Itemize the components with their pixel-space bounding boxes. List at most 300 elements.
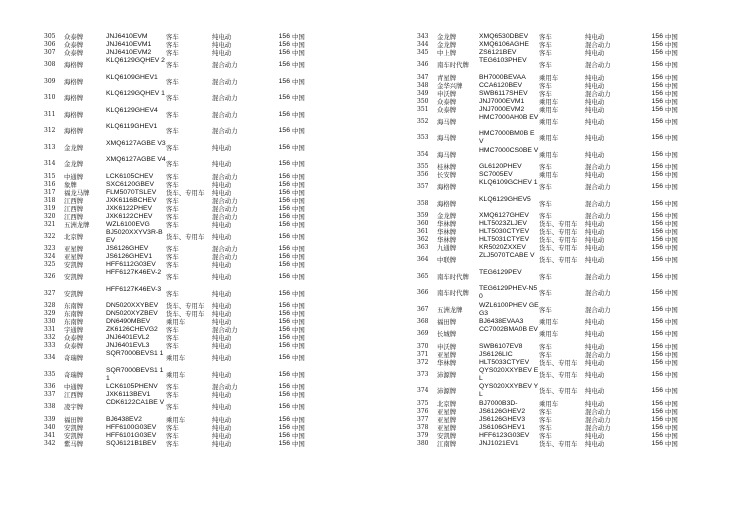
row-number: 319 <box>44 204 56 212</box>
country-cell: 中国 <box>665 358 678 367</box>
vehicle-type-cell: 客车 <box>166 391 179 399</box>
country-cell: 中国 <box>292 342 305 350</box>
row-number: 349 <box>417 89 429 97</box>
brand-cell: 奇瑞牌 <box>64 354 84 362</box>
code-cell: 156 <box>651 407 663 415</box>
brand-cell: 海马牌 <box>437 150 457 159</box>
code-cell: 156 <box>278 143 290 151</box>
brand-cell: 中通牌 <box>64 172 84 181</box>
row-number: 317 <box>44 188 56 196</box>
vehicle-type-cell: 客车 <box>539 163 552 171</box>
power-type-cell: 纯电动 <box>212 302 232 310</box>
code-cell: 156 <box>651 236 663 243</box>
code-cell: 156 <box>651 49 663 56</box>
country-cell: 中国 <box>665 318 678 326</box>
power-type-cell: 纯电动 <box>585 342 605 351</box>
code-cell: 156 <box>278 310 290 317</box>
brand-cell: 中通牌 <box>64 383 84 391</box>
row-number: 367 <box>417 305 429 313</box>
code-cell: 156 <box>651 163 663 170</box>
country-cell: 中国 <box>665 272 678 281</box>
table-row <box>44 432 374 440</box>
table-row <box>417 244 747 252</box>
code-cell: 156 <box>651 399 663 407</box>
vehicle-type-cell: 客车 <box>539 431 552 440</box>
row-number: 357 <box>417 183 429 190</box>
table-row <box>417 106 747 114</box>
row-number: 311 <box>44 110 56 118</box>
country-cell: 中国 <box>292 403 305 411</box>
power-type-cell: 纯电动 <box>585 431 605 440</box>
table-row <box>417 147 747 164</box>
power-type-cell: 混合动力 <box>585 407 611 416</box>
country-cell: 中国 <box>292 391 305 399</box>
power-type-cell: 纯电动 <box>585 49 605 57</box>
row-number: 352 <box>417 117 429 125</box>
vehicle-type-cell: 客车 <box>166 61 179 69</box>
brand-cell: 江西牌 <box>64 196 84 205</box>
brand-cell: 南车时代牌 <box>437 289 469 297</box>
table-row <box>417 220 747 228</box>
power-type-cell: 混合动力 <box>585 199 611 208</box>
vehicle-type-cell: 客车 <box>166 439 179 448</box>
vehicle-type-cell: 客车 <box>166 334 179 342</box>
row-number: 335 <box>44 370 56 378</box>
model-cell: SQR7000BEVS1 11 <box>106 366 164 382</box>
code-cell: 156 <box>651 220 663 227</box>
vehicle-type-cell: 客车 <box>166 172 179 181</box>
country-cell: 中国 <box>292 245 305 253</box>
brand-cell: 安凯牌 <box>437 431 457 440</box>
brand-cell: 安凯牌 <box>64 423 84 432</box>
country-cell: 中国 <box>665 134 678 142</box>
table-row <box>417 367 747 384</box>
code-cell: 156 <box>278 33 290 40</box>
power-type-cell: 混合动力 <box>585 272 611 281</box>
row-number: 372 <box>417 358 429 366</box>
model-cell: KLQ6109GCHEV 1 <box>479 179 538 186</box>
country-cell: 中国 <box>292 196 305 205</box>
vehicle-type-cell: 乘用车 <box>539 330 559 338</box>
code-cell: 156 <box>651 134 663 141</box>
table-row <box>417 400 747 408</box>
row-number: 359 <box>417 212 429 219</box>
table-row <box>44 269 374 286</box>
table-row <box>417 130 747 147</box>
power-type-cell: 混合动力 <box>212 204 238 213</box>
row-number: 323 <box>44 245 56 252</box>
code-cell: 156 <box>651 330 663 337</box>
row-number: 377 <box>417 415 429 423</box>
country-cell: 中国 <box>292 289 305 298</box>
country-cell: 中国 <box>292 94 305 102</box>
code-cell: 156 <box>651 105 663 113</box>
row-number: 368 <box>417 318 429 325</box>
code-cell: 156 <box>651 431 663 439</box>
power-type-cell: 纯电动 <box>212 33 232 41</box>
table-row <box>417 326 747 343</box>
row-number: 348 <box>417 81 429 89</box>
model-cell: KLQ6119GHEV1 <box>106 123 158 130</box>
model-cell: CC7002BMA0B EV <box>479 326 538 333</box>
country-cell: 中国 <box>665 256 678 264</box>
model-cell: WZL6100PHEV GEG3 <box>479 301 539 317</box>
country-cell: 中国 <box>665 61 678 69</box>
country-cell: 中国 <box>665 183 678 191</box>
code-cell: 156 <box>278 273 290 280</box>
model-cell: ZK6126CHEVG2 <box>106 326 158 333</box>
country-cell: 中国 <box>292 127 305 135</box>
model-cell: SWB6117SHEV <box>479 89 528 97</box>
brand-cell: 海马牌 <box>437 134 457 142</box>
brand-cell: 申沃牌 <box>437 342 457 351</box>
code-cell: 156 <box>278 354 290 361</box>
brand-cell: 安凯牌 <box>64 261 84 269</box>
code-cell: 156 <box>278 127 290 134</box>
vehicle-type-cell: 客车 <box>539 407 552 416</box>
country-cell: 中国 <box>292 370 305 379</box>
code-cell: 156 <box>278 61 290 68</box>
row-number: 364 <box>417 256 429 263</box>
model-cell: XMQ6127AGBE V3 <box>106 139 166 147</box>
model-cell: LCK6105CHEV <box>106 172 154 180</box>
table-row <box>44 342 374 350</box>
power-type-cell: 混合动力 <box>585 61 611 69</box>
vehicle-type-cell: 客车 <box>539 81 552 90</box>
brand-cell: 众泰牌 <box>64 334 84 342</box>
model-cell: WZL6100EVG <box>106 220 150 228</box>
table-row <box>44 391 374 399</box>
model-cell: KLQ6109GHEV1 <box>106 73 158 81</box>
table-row <box>417 351 747 359</box>
model-cell: BJ5020XXYV3R-BEV <box>106 228 163 244</box>
brand-cell: 金华兴牌 <box>437 81 463 90</box>
power-type-cell: 纯电动 <box>585 33 605 41</box>
country-cell: 中国 <box>292 423 305 432</box>
code-cell: 156 <box>651 150 663 158</box>
row-number: 336 <box>44 383 56 390</box>
model-cell: KLQ6129GQHEV 2 <box>106 57 165 64</box>
country-cell: 中国 <box>292 204 305 213</box>
country-cell: 中国 <box>665 289 678 297</box>
power-type-cell: 纯电动 <box>585 236 605 244</box>
table-row <box>44 189 374 197</box>
vehicle-type-cell: 货车、专用车 <box>539 244 578 252</box>
row-number: 315 <box>44 172 56 180</box>
row-number: 363 <box>417 244 429 251</box>
country-cell: 中国 <box>292 220 305 229</box>
country-cell: 中国 <box>292 49 305 57</box>
brand-cell: 中上牌 <box>437 49 457 57</box>
power-type-cell: 纯电动 <box>212 318 232 326</box>
vehicle-type-cell: 货车、专用车 <box>166 188 205 197</box>
brand-cell: 沛源牌 <box>437 387 457 395</box>
brand-cell: 江西牌 <box>64 212 84 221</box>
country-cell: 中国 <box>665 163 678 171</box>
model-cell: JXK6122CHEV <box>106 212 153 220</box>
model-cell: JS6126LIC <box>479 350 513 358</box>
model-cell: SQJ6121B1BEV <box>106 439 157 447</box>
table-row <box>44 49 374 57</box>
country-cell: 中国 <box>665 244 678 252</box>
brand-cell: 亚星牌 <box>437 350 457 359</box>
brand-cell: 众泰牌 <box>64 49 84 57</box>
table-row <box>44 302 374 310</box>
code-cell: 156 <box>278 302 290 309</box>
table-row <box>44 367 374 384</box>
table-row <box>417 179 747 196</box>
country-cell: 中国 <box>292 261 305 269</box>
code-cell: 156 <box>651 183 663 190</box>
table-row <box>44 424 374 432</box>
country-cell: 中国 <box>665 33 678 41</box>
power-type-cell: 纯电动 <box>212 354 232 362</box>
vehicle-type-cell: 乘用车 <box>539 150 559 159</box>
brand-cell: 众泰牌 <box>64 342 84 350</box>
brand-cell: 海格牌 <box>64 61 84 69</box>
model-cell: HFF6100G03EV <box>106 423 157 431</box>
country-cell: 中国 <box>665 439 678 448</box>
vehicle-type-cell: 客车 <box>539 415 552 424</box>
model-cell: SC7005EV <box>479 171 513 178</box>
country-cell: 中国 <box>292 431 305 440</box>
vehicle-type-cell: 客车 <box>166 326 179 334</box>
table-row <box>417 359 747 367</box>
table-row <box>417 408 747 416</box>
table-row <box>417 41 747 49</box>
power-type-cell: 纯电动 <box>212 220 232 229</box>
right-column-table <box>417 33 747 448</box>
vehicle-type-cell: 客车 <box>166 204 179 213</box>
code-cell: 156 <box>651 97 663 105</box>
table-row <box>44 181 374 189</box>
code-cell: 156 <box>278 334 290 341</box>
vehicle-type-cell: 乘用车 <box>539 171 559 179</box>
vehicle-type-cell: 客车 <box>539 305 552 314</box>
table-row <box>417 424 747 432</box>
vehicle-type-cell: 乘用车 <box>539 134 559 142</box>
vehicle-type-cell: 客车 <box>166 212 179 221</box>
code-cell: 156 <box>278 110 290 118</box>
row-number: 373 <box>417 370 429 378</box>
vehicle-type-cell: 乘用车 <box>539 73 559 82</box>
code-cell: 156 <box>278 49 290 56</box>
row-number: 338 <box>44 403 56 410</box>
row-number: 314 <box>44 160 56 167</box>
power-type-cell: 纯电动 <box>212 261 232 269</box>
table-row <box>44 33 374 41</box>
row-number: 376 <box>417 407 429 415</box>
model-cell: SXC6120GBEV <box>106 180 154 188</box>
table-row <box>44 140 374 157</box>
code-cell: 156 <box>278 261 290 268</box>
power-type-cell: 混合动力 <box>585 212 611 220</box>
model-cell: JNJ6401EVL2 <box>106 334 150 341</box>
table-row <box>417 163 747 171</box>
table-row <box>44 74 374 91</box>
row-number: 350 <box>417 97 429 105</box>
vehicle-type-cell: 乘用车 <box>166 370 186 379</box>
country-cell: 中国 <box>292 77 305 86</box>
model-cell: BJ6438EVAA3 <box>479 318 524 325</box>
vehicle-type-cell: 客车 <box>166 253 179 261</box>
power-type-cell: 纯电动 <box>585 117 605 126</box>
brand-cell: 凌宇牌 <box>64 403 84 411</box>
code-cell: 156 <box>651 33 663 40</box>
brand-cell: 金龙牌 <box>437 41 457 49</box>
country-cell: 中国 <box>665 199 678 208</box>
model-cell: JNJ6410EVM2 <box>106 49 152 56</box>
country-cell: 中国 <box>292 326 305 334</box>
country-cell: 中国 <box>292 439 305 448</box>
table-row <box>417 440 747 448</box>
table-row <box>417 90 747 98</box>
vehicle-type-cell: 客车 <box>166 196 179 205</box>
brand-cell: 众泰牌 <box>437 105 457 114</box>
country-cell: 中国 <box>665 171 678 179</box>
row-number: 313 <box>44 143 56 151</box>
row-number: 308 <box>44 61 56 68</box>
brand-cell: 东南牌 <box>64 318 84 326</box>
country-cell: 中国 <box>292 253 305 261</box>
vehicle-type-cell: 客车 <box>539 212 552 220</box>
code-cell: 156 <box>651 61 663 68</box>
vehicle-type-cell: 客车 <box>539 423 552 432</box>
table-row <box>417 269 747 286</box>
vehicle-type-cell: 客车 <box>166 220 179 229</box>
vehicle-type-cell: 货车、专用车 <box>539 256 578 264</box>
model-cell: HFF6112G03EV <box>106 261 156 268</box>
power-type-cell: 纯电动 <box>585 73 605 82</box>
country-cell: 中国 <box>665 423 678 432</box>
country-cell: 中国 <box>292 188 305 197</box>
code-cell: 156 <box>651 415 663 423</box>
brand-cell: 青星牌 <box>437 73 457 82</box>
power-type-cell: 纯电动 <box>212 403 232 411</box>
table-row <box>417 212 747 220</box>
brand-cell: 众泰牌 <box>64 41 84 49</box>
row-number: 375 <box>417 399 429 407</box>
power-type-cell: 混合动力 <box>585 350 611 359</box>
vehicle-type-cell: 客车 <box>539 350 552 359</box>
power-type-cell: 纯电动 <box>212 370 232 379</box>
country-cell: 中国 <box>665 415 678 424</box>
brand-cell: 华林牌 <box>437 220 457 228</box>
code-cell: 156 <box>278 41 290 48</box>
power-type-cell: 纯电动 <box>585 171 605 179</box>
model-cell: JS6106GHEV1 <box>479 423 526 431</box>
row-number: 307 <box>44 49 56 56</box>
model-cell: JS6126GHEV3 <box>479 415 526 423</box>
table-row <box>44 123 374 140</box>
brand-cell: 海格牌 <box>64 94 84 102</box>
model-cell: JNJ6410EVM1 <box>106 41 152 48</box>
vehicle-type-cell: 客车 <box>166 273 179 281</box>
power-type-cell: 纯电动 <box>585 439 605 448</box>
brand-cell: 江南牌 <box>437 439 457 448</box>
vehicle-type-cell: 客车 <box>166 342 179 350</box>
table-row <box>44 221 374 229</box>
brand-cell: 华林牌 <box>437 236 457 244</box>
model-cell: BJ7000B3D- <box>479 399 518 407</box>
vehicle-type-cell: 货车、专用车 <box>166 232 205 241</box>
power-type-cell: 纯电动 <box>585 134 605 142</box>
row-number: 344 <box>417 41 429 48</box>
power-type-cell: 纯电动 <box>585 358 605 367</box>
table-row <box>417 49 747 57</box>
vehicle-type-cell: 乘用车 <box>166 354 186 362</box>
country-cell: 中国 <box>665 236 678 244</box>
model-cell: JS6126GHEV <box>106 245 149 252</box>
power-type-cell: 纯电动 <box>212 49 232 57</box>
power-type-cell: 混合动力 <box>585 41 611 49</box>
country-cell: 中国 <box>665 212 678 220</box>
row-number: 356 <box>417 171 429 178</box>
code-cell: 156 <box>278 196 290 204</box>
brand-cell: 中联牌 <box>437 256 457 264</box>
model-cell: SWB6107EV8 <box>479 342 523 350</box>
row-number: 360 <box>417 220 429 227</box>
power-type-cell: 混合动力 <box>212 172 238 181</box>
row-number: 361 <box>417 228 429 235</box>
power-type-cell: 纯电动 <box>212 160 232 168</box>
vehicle-type-cell: 乘用车 <box>166 415 186 424</box>
code-cell: 156 <box>278 370 290 378</box>
vehicle-type-cell: 客车 <box>166 245 179 253</box>
power-type-cell: 纯电动 <box>212 41 232 49</box>
country-cell: 中国 <box>665 97 678 106</box>
vehicle-type-cell: 客车 <box>166 180 179 189</box>
model-cell: BH7000BEVAA <box>479 73 526 81</box>
country-cell: 中国 <box>665 150 678 159</box>
power-type-cell: 纯电动 <box>212 342 232 350</box>
row-number: 370 <box>417 342 429 350</box>
model-cell: HLT5033CTYEV <box>479 358 530 366</box>
model-cell: HMC7000AH0B EV <box>479 113 539 121</box>
row-number: 340 <box>44 423 56 431</box>
code-cell: 156 <box>278 245 290 252</box>
row-number: 325 <box>44 261 56 268</box>
row-number: 353 <box>417 134 429 141</box>
code-cell: 156 <box>278 172 290 180</box>
code-cell: 156 <box>651 73 663 81</box>
table-row <box>44 107 374 124</box>
row-number: 334 <box>44 354 56 361</box>
table-row <box>44 416 374 424</box>
country-cell: 中国 <box>292 310 305 318</box>
brand-cell: 紫马牌 <box>64 439 84 448</box>
brand-cell: 众泰牌 <box>64 33 84 41</box>
code-cell: 156 <box>278 77 290 85</box>
row-number: 329 <box>44 310 56 317</box>
vehicle-type-cell: 货车、专用车 <box>539 370 578 379</box>
row-number: 327 <box>44 289 56 297</box>
table-row <box>417 432 747 440</box>
model-cell: XMQ6106AGHE <box>479 41 529 48</box>
code-cell: 156 <box>651 199 663 207</box>
code-cell: 156 <box>278 188 290 196</box>
brand-cell: 海马牌 <box>437 117 457 126</box>
code-cell: 156 <box>651 318 663 325</box>
row-number: 341 <box>44 431 56 439</box>
vehicle-type-cell: 客车 <box>539 89 552 98</box>
country-cell: 中国 <box>665 117 678 126</box>
table-row <box>417 33 747 41</box>
brand-cell: 海格牌 <box>437 183 457 191</box>
power-type-cell: 纯电动 <box>585 330 605 338</box>
brand-cell: 海格牌 <box>64 110 84 119</box>
code-cell: 156 <box>278 253 290 260</box>
